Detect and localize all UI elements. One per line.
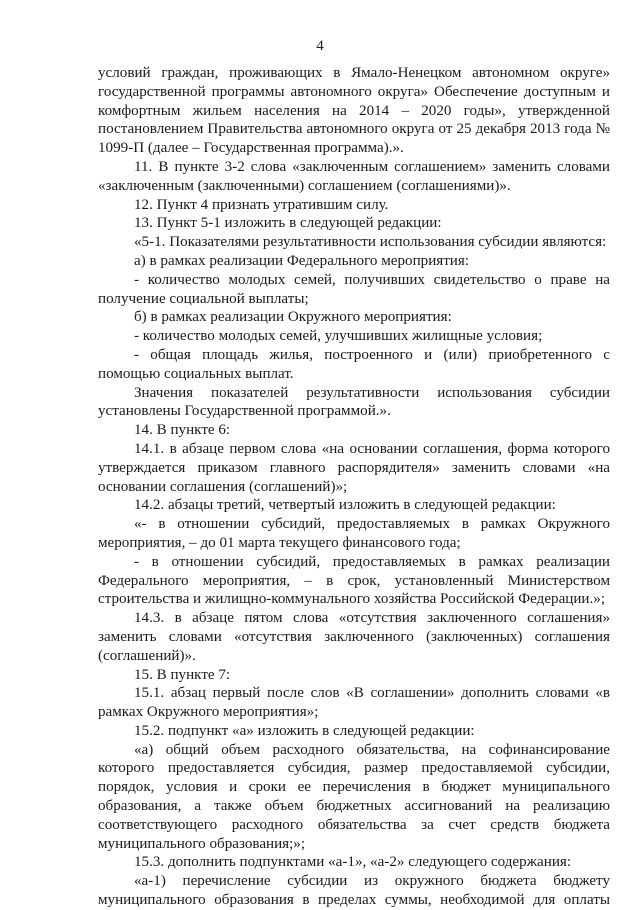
paragraph: «5-1. Показателями результативности использования субсидии являются: — [134, 234, 607, 251]
paragraph: а) в рамках реализации Федерального мероприятия: — [134, 252, 470, 269]
paragraph: - в отношении субсидий, предоставляемых в рамках реализации Федерального мероприятия, – в срок, установленный Министерством строительства и жилищно-коммунального хозяйства Российской Федерации.»; — [98, 553, 610, 608]
paragraph: 15.1. абзац первый после слов «В соглашении» дополнить словами «в рамках Окружного мероприятия»; — [98, 685, 610, 721]
paragraph: 14.3. в абзаце пятом слова «отсутствия заключенного соглашения» заменить словами «отсутствия заключенного (заключенных) соглашения (соглашений)». — [98, 610, 610, 664]
page-number: 4 — [316, 38, 324, 54]
paragraph: б) в рамках реализации Окружного мероприятия: — [134, 309, 452, 326]
paragraph: 15.3. дополнить подпунктами «а-1», «а-2» следующего содержания: — [134, 854, 572, 871]
paragraph: - общая площадь жилья, построенного и (или) приобретенного с помощью социальных выплат. — [98, 346, 610, 382]
paragraph: 13. Пункт 5-1 изложить в следующей редакции: — [134, 215, 442, 232]
paragraph: «а-1) перечисление субсидии из окружного бюджета бюджету муниципального образования в пределах суммы, необходимой для оплаты — [98, 873, 610, 909]
paragraph: - количество молодых семей, получивших свидетельство о праве на получение социальной выплаты; — [98, 271, 610, 307]
paragraph: 15. В пункте 7: — [134, 666, 231, 683]
paragraph: 14. В пункте 6: — [134, 422, 231, 439]
paragraph: условий граждан, проживающих в Ямало-Ненецком автономном округе» государственной программы автономного округа» Обеспечение доступным и комфортным жильем населения на 2014 – 2020 годы», утвержденной постановлением Правительства автономного округа от 25 декабря 2013 года № 1099-П (далее – Государственная программа).». — [98, 65, 610, 157]
paragraph: - количество молодых семей, улучшивших жилищные условия; — [134, 328, 543, 345]
document-body — [98, 64, 610, 910]
paragraph: 11. В пункте 3-2 слова «заключенным соглашением» заменить словами «заключенным (заключенными) соглашением (соглашениями)». — [98, 158, 610, 194]
paragraph: 12. Пункт 4 признать утратившим силу. — [134, 196, 389, 213]
paragraph: 14.1. в абзаце первом слова «на основании соглашения, форма которого утверждается приказом главного распорядителя» заменить словами «на основании соглашения (соглашений)»; — [98, 440, 610, 495]
paragraph: 15.2. подпункт «а» изложить в следующей редакции: — [134, 722, 475, 739]
paragraph: Значения показателей результативности использования субсидии установлены Государственной программой.». — [98, 384, 610, 420]
paragraph: «а) общий объем расходного обязательства, на софинансирование которого предоставляется субсидия, размер предоставляемой субсидии, порядок, условия и сроки ее перечисления в бюджет муниципального образования, а также объем бюджетных ассигнований на реализацию соответствующего расходного обязательства за счет средств бюджета муниципального образования;»; — [98, 741, 610, 852]
paragraph: 14.2. абзацы третий, четвертый изложить в следующей редакции: — [134, 497, 556, 514]
paragraph: «- в отношении субсидий, предоставляемых в рамках Окружного мероприятия, – до 01 марта текущего финансового года; — [98, 516, 610, 551]
